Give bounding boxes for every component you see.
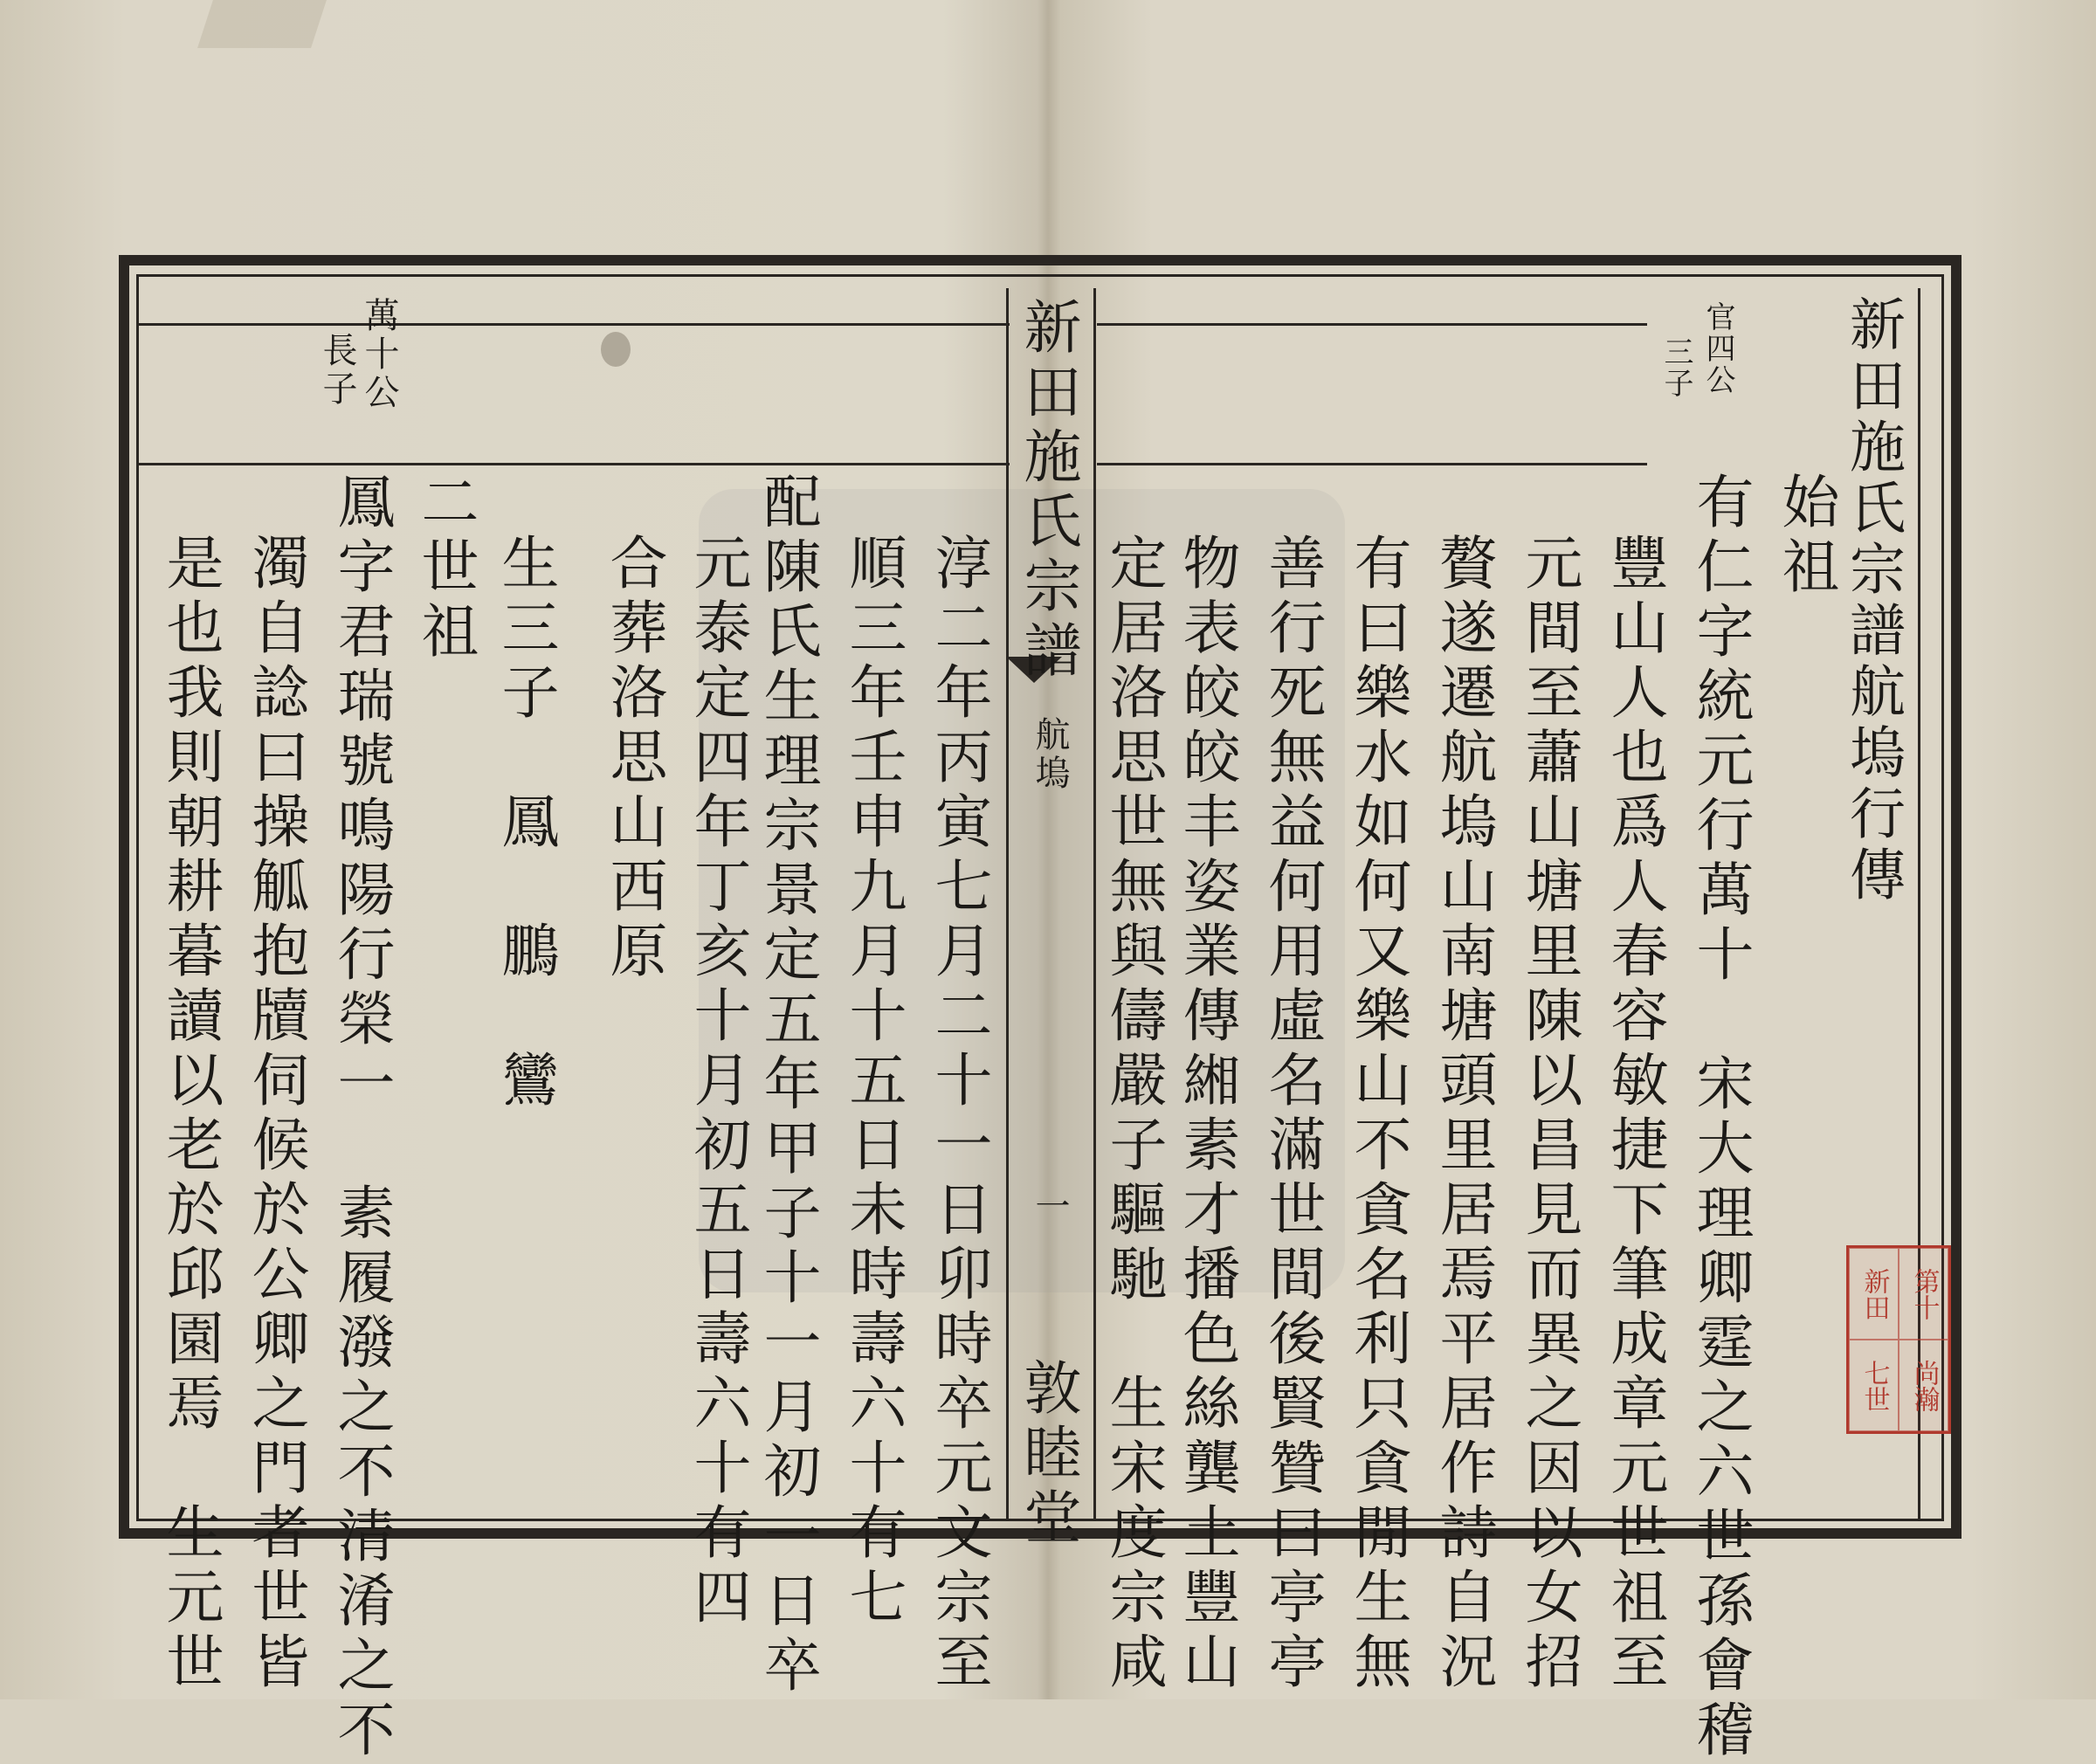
right-column-1: 始祖 — [1772, 472, 1839, 601]
seal-char-4: 尚瀚 — [1899, 1340, 1948, 1431]
left-upper-rule — [136, 463, 1010, 465]
right-column-8: 物表皎皎丰姿業傳緗素才播色絲龔土豐山 — [1173, 533, 1240, 1696]
top-left-note-2: 長子 — [317, 332, 357, 409]
center-title: 新田施氏宗譜 — [1014, 297, 1081, 685]
ink-stain — [601, 332, 631, 367]
left-column-7: 二世祖 — [411, 472, 479, 665]
right-upper-rule — [1097, 463, 1647, 465]
left-column-1: 淳二年丙寅七月二十一日卯時卒元文宗至 — [925, 533, 992, 1696]
left-column-9: 濁自諗曰操觚抱牘伺候於公卿之門者世皆 — [242, 533, 309, 1696]
left-column-8: 鳳字君瑞號鳴陽行榮一 素履潑之不清淆之不 — [328, 472, 395, 1764]
right-column-6: 有曰樂水如何又樂山不貪名利只貪閒生無 — [1344, 533, 1411, 1696]
top-rule-left — [136, 323, 1010, 326]
left-column-6: 生三子 鳳 鵬 鸞 — [492, 533, 559, 1114]
seal-char-1: 新田 — [1849, 1248, 1899, 1340]
seal-char-3: 七世 — [1849, 1340, 1899, 1431]
right-column-3: 豐山人也爲人春容敏捷下筆成章元世祖至 — [1601, 533, 1668, 1696]
seal-char-2: 第十 — [1899, 1248, 1948, 1340]
right-column-9: 定居洛思世無與儔嚴子驅馳 生宋度宗咸 — [1100, 533, 1167, 1696]
center-hall-name: 敦睦堂 — [1014, 1358, 1081, 1552]
left-column-3: 配陳氏生理宗景定五年甲子十一月初一日卒 — [754, 472, 821, 1699]
top-right-note-1: 官四公 — [1700, 301, 1735, 396]
left-column-5: 合葬洛思山西原 — [600, 533, 667, 985]
top-rule-right — [1097, 323, 1647, 326]
page-corner-fold — [197, 0, 327, 48]
center-rule-right — [1093, 288, 1096, 1521]
page-title: 新田施氏宗譜航塢行傳 — [1840, 295, 1905, 906]
center-section: 航塢 — [1030, 716, 1070, 793]
right-column-2: 有仁字統元行萬十 宋大理卿霆之六世孫會稽 — [1686, 472, 1754, 1764]
left-column-10: 是也我則朝耕暮讀以老於邱園焉 生元世 — [156, 533, 224, 1696]
top-left-note-1: 萬十公 — [359, 297, 399, 412]
right-column-7: 善行死無益何用虛名滿世間後賢贊曰亭亭 — [1258, 533, 1326, 1696]
right-column-4: 元間至蕭山塘里陳以昌見而異之因以女招 — [1515, 533, 1582, 1696]
top-right-note-2: 三子 — [1658, 336, 1693, 399]
left-column-4: 元泰定四年丁亥十月初五日壽六十有四 — [684, 533, 751, 1631]
collector-seal — [1846, 1245, 1951, 1434]
left-column-2: 順三年壬申九月十五日未時壽六十有七 — [839, 533, 907, 1631]
center-rule-left — [1006, 288, 1009, 1521]
center-page-number: 一 — [1030, 1188, 1070, 1226]
right-column-5: 贅遂遷航塢山南塘頭里居焉平居作詩自況 — [1430, 533, 1497, 1696]
